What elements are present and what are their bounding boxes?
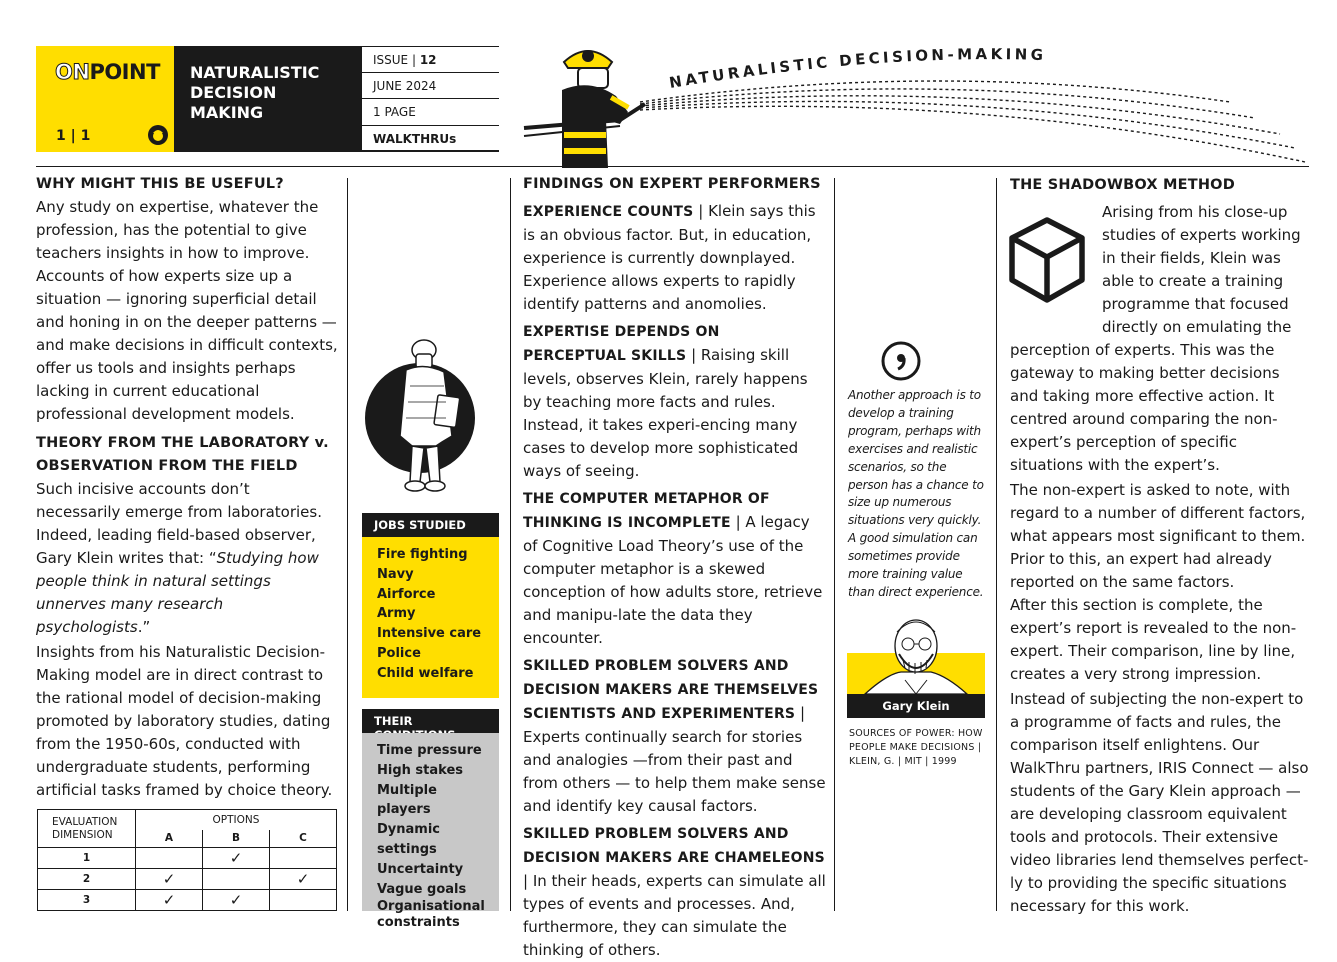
- evaluation-table: [37, 809, 337, 911]
- shadowbox-p3: After this section is complete, the expert’s report is revealed to the non-expert. Their comparison, line by line, creates a very strong impression.: [1010, 596, 1297, 683]
- firefighter-banner: [520, 40, 1320, 168]
- issue-meta: [362, 46, 499, 152]
- why-text: Any study on expertise, whatever the profession, has the potential to give teachers insights in how to improve. Accounts of how experts size up a situation — ignoring superficial detail and honing in on the deeper patterns — and make decisions in difficult contexts, offer us tools and insights perhaps lacking in current educational professional development models.: [36, 198, 338, 423]
- list-item: Navy: [377, 566, 414, 582]
- onpoint-logo: ONPOINT: [55, 60, 160, 84]
- finding-block: SKILLED PROBLEM SOLVERS AND DECISION MAKERS ARE CHAMELEONS | In their heads, experts can simulate all types of events and processes. And, furthermore, they can simulate the thinking of others.: [523, 826, 826, 959]
- list-item: Multiple players: [377, 782, 437, 818]
- column-shadowbox: [1010, 174, 1310, 918]
- check-icon: ✓: [136, 890, 203, 911]
- column-divider: [510, 178, 511, 911]
- findings-heading: FINDINGS ON EXPERT PERFORMERS: [523, 176, 821, 192]
- check-icon: [270, 848, 337, 869]
- shadowbox-intro: Arising from his close-up studies of experts working in their fields, Klein was able to create a training programme that focused directly on emulating the perception of experts. This was the gateway to making better decisions and taking more effective action. It centred around comparing the non-expert’s perception of specific situations with the expert’s.: [1010, 203, 1301, 474]
- conditions-heading: THEIR: [362, 709, 499, 733]
- table-row: 1 ✓: [38, 848, 337, 869]
- check-icon: [203, 869, 270, 890]
- finding-block: EXPERTISE DEPENDS ON PERCEPTUAL SKILLS | Raising skill levels, observes Klein, rarely happens by teaching more facts and rules. Instead, it takes experi-encing many cases to develop more sophisticated ways of seeing.: [523, 324, 808, 480]
- cube-spacer: [1010, 201, 1102, 317]
- table-row: 3 ✓ ✓: [38, 890, 337, 911]
- list-item: Dynamic settings: [377, 822, 441, 857]
- issue-row: ISSUE | 12: [362, 46, 499, 73]
- option-c-header: C: [270, 830, 337, 848]
- check-icon: ✓: [270, 869, 337, 890]
- list-item: Army: [377, 606, 416, 622]
- list-item: Police: [377, 645, 421, 661]
- dimension-header: EVALUATION DIMENSION: [38, 810, 136, 848]
- options-header: OPTIONS: [136, 810, 337, 830]
- water-spray: [640, 81, 1305, 162]
- why-heading: WHY MIGHT THIS BE USEFUL?: [36, 176, 284, 192]
- option-b-header: B: [203, 830, 270, 848]
- pages-row: 1 PAGE: [362, 99, 499, 126]
- list-item: Uncertainty: [377, 861, 464, 877]
- series-row: WALKTHRUs: [362, 126, 499, 153]
- jobs-heading: JOBS STUDIED: [362, 513, 499, 537]
- page-counter: 1 | 1: [56, 128, 91, 144]
- check-icon: [270, 890, 337, 911]
- shadowbox-p2: The non-expert is asked to note, with regard to a number of different factors, what appears most significant to them. Prior to this, an expert had already reported on the same factors.: [1010, 481, 1306, 591]
- list-item: Airforce: [377, 586, 436, 602]
- issue-title-panel: [174, 46, 362, 152]
- check-icon: ✓: [136, 869, 203, 890]
- portrait-caption: Gary Klein: [847, 694, 985, 718]
- source-citation: SOURCES OF POWER: HOW PEOPLE MAKE DECISIONS | KLEIN, G. | MIT | 1999: [849, 728, 983, 767]
- list-item: Time pressure: [377, 743, 482, 758]
- header-rule: [36, 166, 1309, 167]
- jobs-list: [362, 537, 499, 698]
- pull-quote: Another approach is to develop a training program, perhaps with exercises and realistic scenarios, so the person has a chance to size up numerous situations very quickly. A good simulation can sometimes provide more training value than direct experience.: [848, 388, 984, 599]
- table-row: 2 ✓ ✓: [38, 869, 337, 890]
- column-divider: [834, 178, 835, 911]
- finding-block: EXPERIENCE COUNTS | Klein says this is an obvious factor. But, in education, experience is currently downplayed. Experience allows experts to rapidly identify patterns and anomolies.: [523, 202, 816, 313]
- date-row: JUNE 2024: [362, 73, 499, 100]
- check-icon: [136, 848, 203, 869]
- finding-block: THE COMPUTER METAPHOR OF THINKING IS INCOMPLETE | A legacy of Cognitive Load Theory’s use of the computer metaphor is a skewed conception of how adults store, retrieve and manipu-late the data they encounter.: [523, 491, 823, 647]
- option-a-header: A: [136, 830, 203, 848]
- list-item: Fire fighting: [377, 547, 468, 562]
- conditions-list: [362, 733, 499, 931]
- firefighter-figure: [562, 50, 630, 168]
- banner-title: NATURALISTIC DECISION-MAKING: [667, 45, 1047, 92]
- head-badge-icon: [147, 124, 169, 150]
- list-item: Vague goals: [377, 881, 467, 897]
- column-divider: [347, 178, 348, 911]
- insights-text: Insights from his Naturalistic Decision-Making model are in direct contrast to the rational model of decision-making promoted by laboratory studies, dating from the 1950-60s, conducted with undergraduate students, performing artificial tasks framed by choice theory.: [36, 643, 333, 799]
- shadowbox-p4: Instead of subjecting the non-expert to a programme of facts and rules, the comparison itself enlightens. Our WalkThru partners, IRIS Connect — also students of the Gary Klein approach — are developing classroom equivalent tools and protocols. Their extensive video libraries lend themselves perfect-ly to providing the specific situations necessary for this work.: [1010, 690, 1309, 915]
- quote-icon: [880, 340, 922, 382]
- theory-heading: THEORY FROM THE LABORATORY v. OBSERVATION FROM THE FIELD: [36, 435, 329, 474]
- column-findings: [523, 173, 826, 962]
- check-icon: ✓: [203, 890, 270, 911]
- column-divider: [996, 178, 997, 911]
- expert-illustration: [360, 336, 500, 496]
- finding-block: SKILLED PROBLEM SOLVERS AND DECISION MAKERS ARE THEMSELVES SCIENTISTS AND EXPERIMENTERS | Experts continually search for stories and analogies —from their past and from others — to help them make sense and identify key causal factors.: [523, 658, 826, 815]
- list-item: High stakes: [377, 762, 463, 778]
- list-item: Child welfare: [377, 665, 474, 681]
- theory-text: Such incisive accounts don’t necessarily emerge from laboratories. Indeed, leading field-based observer, Gary Klein writes that: “Studying how people think in natural settings unnerves many research psychologists.”: [36, 480, 322, 636]
- brand-panel: [36, 46, 174, 152]
- shadowbox-heading: THE SHADOWBOX METHOD: [1010, 177, 1235, 193]
- list-item: Organisational constraints: [377, 899, 485, 931]
- page-title: NATURALISTIC DECISION MAKING: [190, 63, 320, 122]
- list-item: Intensive care: [377, 626, 482, 642]
- column-why: [36, 173, 338, 802]
- check-icon: ✓: [203, 848, 270, 869]
